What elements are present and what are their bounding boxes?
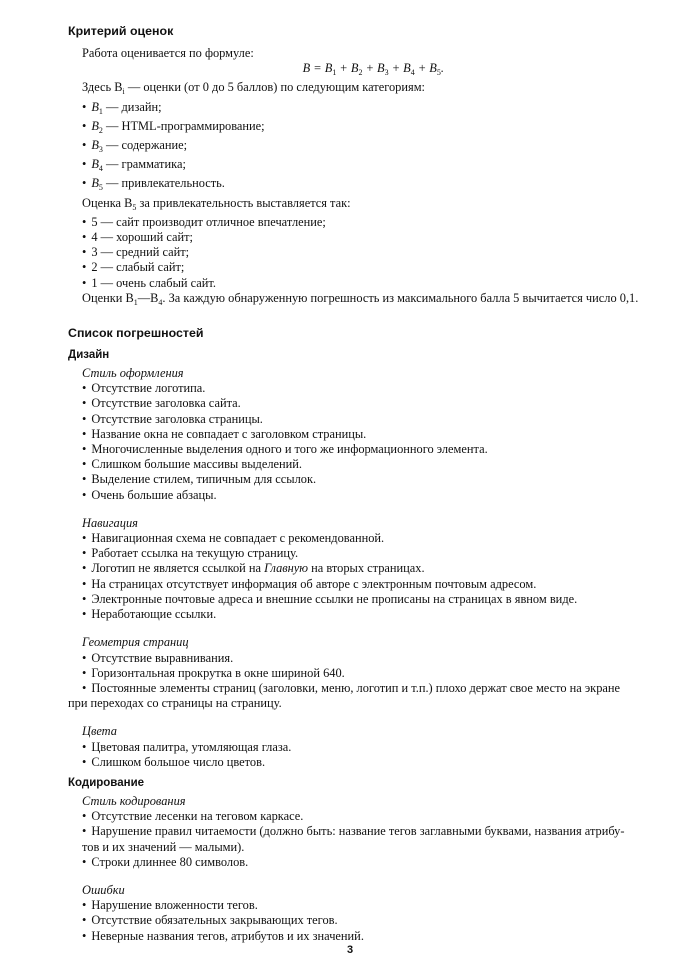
deduction-rule: Оценки $B_1—B_4$. За каждую обнаруженную погрешность из максимального балла 5 вычитается число 0,1. xyxy=(82,290,639,307)
errors-heading: Список погрешностей xyxy=(68,326,204,341)
list-item: • Выделение стилем, типичным для ссылок. xyxy=(68,472,658,487)
list-item: • $B_3$ — содержание; xyxy=(68,138,658,157)
coding-style-group xyxy=(68,794,658,870)
design-style-group xyxy=(68,366,658,503)
group-title: Цвета xyxy=(82,724,117,739)
list-item: • Очень большие абзацы. xyxy=(68,488,658,503)
list-item: • На страницах отсутствует информация об авторе с электронным почтовым адресом. xyxy=(68,577,658,592)
list-item: • Логотип не является ссылкой на Главную на вторых страницах. xyxy=(68,561,658,576)
list-item: • Навигационная схема не совпадает с рекомендованной. xyxy=(68,531,658,546)
group-title: Стиль оформления xyxy=(82,366,184,381)
list-item: • 2 — слабый сайт; xyxy=(68,260,658,275)
list-item: • 5 — сайт производит отличное впечатление; xyxy=(68,215,658,230)
list-item-continuation: тов и их значений — малыми). xyxy=(82,839,245,854)
categories-list xyxy=(68,100,658,196)
design-colors-group xyxy=(68,724,658,770)
criteria-intro: Работа оценивается по формуле: xyxy=(82,46,254,60)
list-item: • Отсутствие обязательных закрывающих тегов. xyxy=(68,913,658,928)
list-item: • Работает ссылка на текущую страницу. xyxy=(68,546,658,561)
list-item: • Отсутствие лесенки на теговом каркасе. xyxy=(68,809,658,824)
list-item: • Постоянные элементы страниц (заголовки, меню, логотип и т.п.) плохо держат свое место на экране xyxy=(68,681,658,696)
list-item: • Отсутствие заголовка сайта. xyxy=(68,396,658,411)
scale-list xyxy=(68,215,658,291)
list-item: • 3 — средний сайт; xyxy=(68,245,658,260)
list-item: • Электронные почтовые адреса и внешние ссылки не прописаны на страницах в явном виде. xyxy=(68,592,658,607)
list-item: • Слишком большое число цветов. xyxy=(68,755,658,770)
list-item: • Неработающие ссылки. xyxy=(68,607,658,622)
coding-mistakes-group xyxy=(68,883,658,944)
group-title: Стиль кодирования xyxy=(82,793,186,808)
b5-intro: Оценка $B_5$ за привлекательность выставляется так: xyxy=(82,195,351,212)
categories-intro: Здесь $B_i$ — оценки (от 0 до 5 баллов) по следующим категориям: xyxy=(82,80,425,97)
formula: $B = B_1 + B_2 + B_3 + B_4 + B_5$. xyxy=(302,61,444,78)
list-item: • Цветовая палитра, утомляющая глаза. xyxy=(68,740,658,755)
list-item-continuation: при переходах со страницы на страницу. xyxy=(68,696,282,711)
list-item: • Строки длиннее 80 символов. xyxy=(68,855,658,870)
list-item: • Отсутствие логотипа. xyxy=(68,381,658,396)
coding-heading: Кодирование xyxy=(68,776,145,789)
list-item: • Неверные названия тегов, атрибутов и их значений. xyxy=(68,929,658,944)
list-item: • $B_4$ — грамматика; xyxy=(68,157,658,176)
list-item: • $B_1$ — дизайн; xyxy=(68,100,658,119)
list-item: • 4 — хороший сайт; xyxy=(68,230,658,245)
group-title: Геометрия страниц xyxy=(82,635,189,650)
design-geometry-group xyxy=(68,635,658,711)
design-nav-group xyxy=(68,516,658,622)
document-page xyxy=(68,24,658,957)
list-item: • Отсутствие выравнивания. xyxy=(68,651,658,666)
list-item: • Название окна не совпадает с заголовком страницы. xyxy=(68,427,658,442)
list-item: • Отсутствие заголовка страницы. xyxy=(68,412,658,427)
page-number: 3 xyxy=(346,944,354,956)
group-title: Навигация xyxy=(82,515,138,530)
list-item: • Горизонтальная прокрутка в окне шириной 640. xyxy=(68,666,658,681)
design-heading: Дизайн xyxy=(68,349,110,362)
list-item: • Слишком большие массивы выделений. xyxy=(68,457,658,472)
list-item: • Многочисленные выделения одного и того же информационного элемента. xyxy=(68,442,658,457)
criteria-heading: Критерий оценок xyxy=(68,24,174,38)
list-item: • $B_2$ — HTML-программирование; xyxy=(68,119,658,138)
list-item: • Нарушение вложенности тегов. xyxy=(68,898,658,913)
list-item: • Нарушение правил читаемости (должно быть: название тегов заглавными буквами, названия атрибу- xyxy=(68,824,658,839)
group-title: Ошибки xyxy=(82,882,125,897)
list-item: • 1 — очень слабый сайт. xyxy=(68,276,658,291)
list-item: • $B_5$ — привлекательность. xyxy=(68,176,658,195)
